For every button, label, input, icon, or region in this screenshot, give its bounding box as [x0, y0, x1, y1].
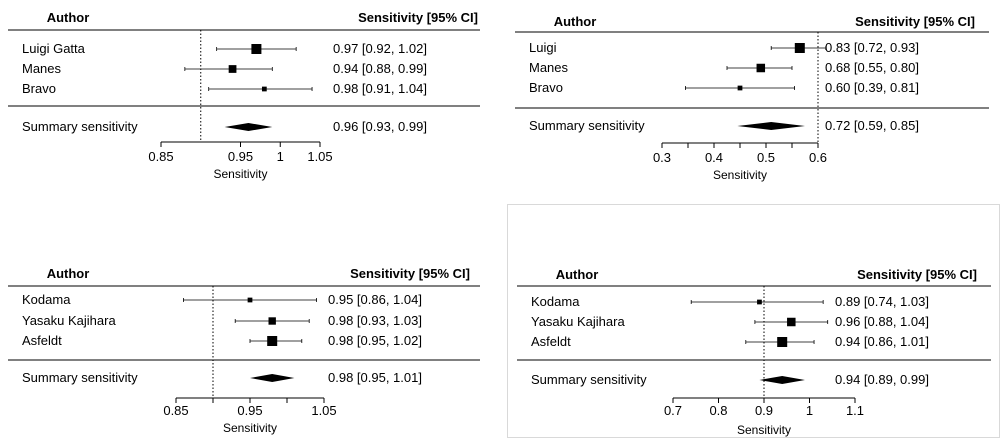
p4-study-ci-text-2: 0.96 [0.88, 1.04] [835, 314, 929, 329]
forest-plot-1 [0, 0, 500, 200]
p2-x-tick-label-5: 0.5 [756, 150, 776, 165]
p1-x-tick-label-1: 0.85 [148, 149, 174, 164]
p2-study-label-2: Manes [529, 60, 569, 75]
p2-header-sensitivity-ci: Sensitivity [95% CI] [855, 14, 975, 29]
p1-summary-diamond [225, 123, 273, 131]
p4-x-tick-label-4: 1 [805, 403, 814, 418]
p1-x-tick-label-4: 1.05 [307, 149, 333, 164]
p4-summary-ci-text: 0.94 [0.89, 0.99] [835, 372, 929, 387]
p4-x-tick-label-2: 0.8 [709, 403, 728, 418]
p3-study-label-3: Asfeldt [22, 333, 62, 348]
p4-study-label-1: Kodama [531, 294, 580, 309]
p3-x-tick-label-3: 0.95 [237, 403, 263, 418]
p2-x-axis-label: Sensitivity [712, 168, 768, 182]
p2-study-ci-text-3: 0.60 [0.39, 0.81] [825, 80, 919, 95]
p3-study-ci-text-1: 0.95 [0.86, 1.04] [328, 292, 422, 307]
p3-study-point-3 [267, 336, 277, 346]
p4-header-sensitivity-ci: Sensitivity [95% CI] [857, 267, 977, 282]
p3-study-ci-text-3: 0.98 [0.95, 1.02] [328, 333, 422, 348]
p4-x-axis-label: Sensitivity [736, 423, 792, 437]
p4-x-tick-label-1: 0.7 [663, 403, 683, 418]
p1-study-point-2 [229, 65, 237, 73]
p2-study-ci-text-2: 0.68 [0.55, 0.80] [825, 60, 919, 75]
p3-study-ci-text-2: 0.98 [0.93, 1.03] [328, 313, 422, 328]
p4-summary-label: Summary sensitivity [531, 372, 647, 387]
p1-header-author: Author [46, 10, 90, 25]
p1-x-tick-label-3: 1 [276, 149, 284, 164]
p1-study-label-2: Manes [22, 61, 62, 76]
p2-x-tick-label-3: 0.4 [704, 150, 724, 165]
p2-header-author: Author [553, 14, 597, 29]
panel-4-border [507, 204, 1000, 438]
p3-summary-label: Summary sensitivity [22, 370, 138, 385]
p1-study-ci-text-1: 0.97 [0.92, 1.02] [333, 41, 427, 56]
forest-plot-2 [505, 0, 1000, 200]
p1-x-tick-label-2: 0.95 [227, 149, 254, 164]
p1-summary-ci-text: 0.96 [0.93, 0.99] [333, 119, 427, 134]
forest-plot-3 [0, 208, 500, 438]
p3-x-axis-label: Sensitivity [222, 421, 278, 435]
p4-study-ci-text-1: 0.89 [0.74, 1.03] [835, 294, 929, 309]
p1-study-point-1 [251, 44, 261, 54]
p2-summary-ci-text: 0.72 [0.59, 0.85] [825, 118, 919, 133]
p2-study-point-2 [757, 64, 766, 73]
p1-study-ci-text-3: 0.98 [0.91, 1.04] [333, 81, 427, 96]
p4-study-ci-text-3: 0.94 [0.86, 1.01] [835, 334, 929, 349]
p4-study-label-3: Asfeldt [531, 334, 571, 349]
p2-study-point-3 [738, 86, 743, 91]
p3-header-sensitivity-ci: Sensitivity [95% CI] [350, 266, 470, 281]
p1-summary-label: Summary sensitivity [22, 119, 138, 134]
p3-header-author: Author [46, 266, 90, 281]
p2-x-tick-label-1: 0.3 [652, 150, 672, 165]
p1-study-point-3 [262, 87, 267, 92]
p3-summary-ci-text: 0.98 [0.95, 1.01] [328, 370, 422, 385]
forest-plot-panel-1 [0, 0, 500, 200]
p3-study-point-2 [269, 317, 276, 324]
p3-summary-diamond [250, 374, 294, 382]
p3-study-label-1: Kodama [22, 292, 71, 307]
p4-x-tick-label-3: 0.9 [754, 403, 774, 418]
p2-study-label-3: Bravo [529, 80, 563, 95]
p2-x-tick-label-7: 0.6 [808, 150, 828, 165]
p3-x-tick-label-1: 0.85 [163, 403, 189, 418]
p1-study-label-3: Bravo [22, 81, 56, 96]
forest-plot-panel-3 [0, 208, 500, 438]
p1-header-sensitivity-ci: Sensitivity [95% CI] [358, 10, 478, 25]
p4-study-label-2: Yasaku Kajihara [531, 314, 625, 329]
p2-study-point-1 [795, 43, 805, 53]
p3-x-tick-label-5: 1.05 [311, 403, 337, 418]
p1-x-axis-label: Sensitivity [213, 167, 268, 181]
forest-plot-panel-2 [505, 0, 1000, 200]
p2-summary-label: Summary sensitivity [529, 118, 645, 133]
p4-header-author: Author [555, 267, 599, 282]
p3-study-label-2: Yasaku Kajihara [22, 313, 116, 328]
p1-study-ci-text-2: 0.94 [0.88, 0.99] [333, 61, 427, 76]
p1-study-label-1: Luigi Gatta [22, 41, 85, 56]
p4-x-tick-label-5: 1.1 [845, 403, 865, 418]
p3-study-point-1 [248, 298, 253, 303]
p2-summary-diamond [737, 122, 805, 130]
p2-study-label-1: Luigi [529, 40, 557, 55]
p2-study-ci-text-1: 0.83 [0.72, 0.93] [825, 40, 919, 55]
